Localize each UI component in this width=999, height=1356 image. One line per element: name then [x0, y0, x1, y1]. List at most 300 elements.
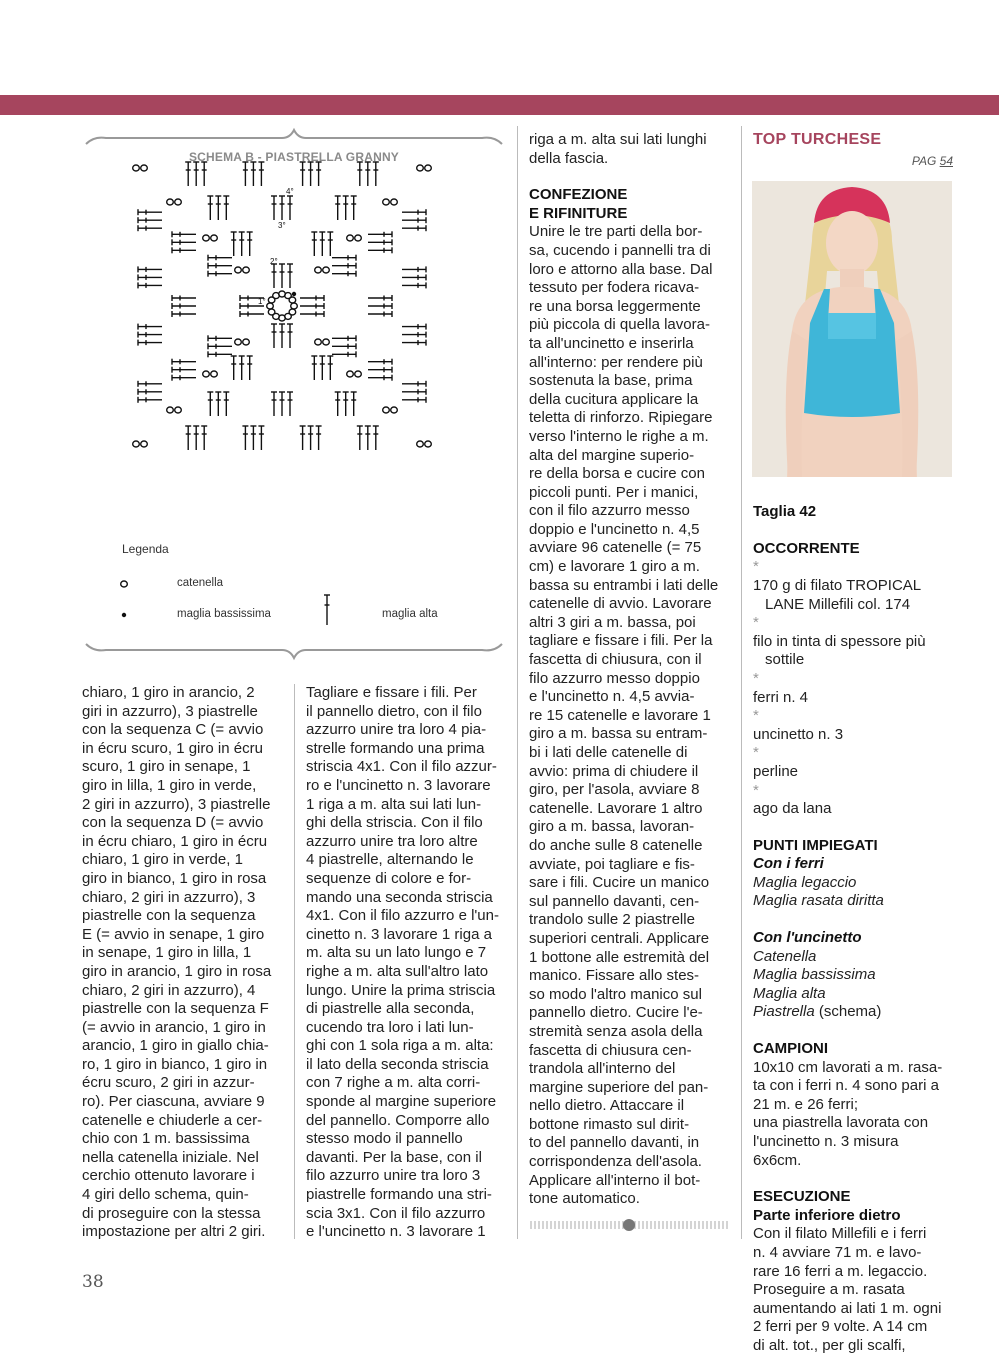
text-line: impostazione per altri 2 giri.	[82, 1223, 266, 1241]
granny-square-chart	[82, 126, 506, 661]
material-item: * uncinetto n. 3	[753, 707, 844, 743]
chain-symbol	[243, 267, 250, 273]
chain-symbol	[355, 371, 362, 377]
text-line: piastrelle formando una stri-	[306, 1186, 492, 1204]
chain-symbol	[355, 235, 362, 241]
text-line: con la sequenza D (= avvio	[82, 814, 264, 832]
frame-bottom	[86, 644, 502, 658]
project-title: TOP TURCHESE	[753, 131, 882, 148]
dc-symbol	[402, 340, 426, 346]
chain-symbol	[133, 441, 140, 447]
legend-chain-label: catenella	[177, 577, 224, 589]
text-line: del pannello. Comporre allo	[306, 1111, 490, 1129]
text-line: ro). Per ciascuna, avviare 9	[82, 1093, 265, 1111]
text-line: alta del margine superio-	[529, 446, 695, 464]
dc-symbol	[373, 162, 379, 186]
text-line: 2 giri in azzurro), 3 piastrelle	[82, 795, 271, 813]
text-line: tone automatico.	[529, 1190, 640, 1208]
text-line: di proseguire con la stessa	[82, 1204, 261, 1222]
text-line: cucendo tra loro i lati lun-	[306, 1018, 474, 1036]
dc-symbol	[138, 266, 162, 272]
dc-symbol	[300, 426, 306, 450]
material-item: * ago da lana	[753, 781, 832, 818]
dc-symbol	[138, 340, 162, 346]
text-line: più piccola di quella lavora-	[529, 316, 710, 334]
dc-symbol	[357, 162, 363, 186]
dc-symbol	[300, 295, 324, 301]
dc-symbol	[343, 392, 349, 416]
text-line: avviate, poi tagliare e fis-	[529, 855, 695, 873]
column-divider	[294, 684, 295, 1239]
chain-symbol	[391, 199, 398, 205]
section-heading-occorrente: OCCORRENTE	[753, 539, 860, 557]
text-line: bi i lati delle catenelle di	[529, 744, 688, 761]
text-line: 1 bottone alle estremità del	[529, 948, 710, 966]
text-line: tessuto per fodera ricava-	[529, 279, 700, 297]
text-line: il pannello dietro, con il filo	[306, 702, 482, 720]
chain-symbol	[175, 199, 182, 205]
material-item: * filo in tinta di spessore più	[753, 614, 926, 650]
chain-symbol	[203, 235, 210, 241]
dc-symbol	[335, 392, 341, 416]
chain-symbol	[167, 199, 174, 205]
schema-diagram	[82, 126, 506, 661]
dc-symbol	[332, 343, 356, 349]
page-reference-number: 54	[939, 153, 953, 168]
dc-symbol	[332, 335, 356, 341]
text-line: giri in azzurro), 3 piastrelle	[82, 702, 258, 720]
chain-symbol	[203, 371, 210, 377]
dc-symbol	[368, 239, 392, 245]
dc-symbol	[402, 332, 426, 338]
chain-symbol	[133, 165, 140, 171]
text-line: Unire le tre parti della bor-	[529, 223, 703, 241]
dc-symbol	[308, 426, 314, 450]
dc-symbol	[239, 232, 245, 256]
text-line: in senape, 1 giro in lilla, 1	[82, 944, 252, 962]
text-line: e l'uncinetto n. 3 lavorare 1	[306, 1223, 486, 1241]
dc-symbol	[279, 196, 285, 220]
dc-symbol	[172, 239, 196, 245]
dc-symbol	[368, 247, 392, 253]
dc-symbol	[316, 426, 322, 450]
text-line: filo azzurro unire tra loro 3	[306, 1167, 481, 1185]
dc-symbol	[402, 324, 426, 330]
dc-symbol	[279, 264, 285, 288]
slip-symbol	[292, 292, 296, 296]
text-line: piastrelle con la sequenza F	[82, 1000, 269, 1018]
chain-symbol	[243, 339, 250, 345]
dc-symbol	[368, 367, 392, 373]
dc-symbol	[242, 162, 248, 186]
text-line: Maglia bassissima	[753, 966, 876, 984]
text-line: lungo. Unire la prima striscia	[306, 981, 496, 999]
text-line: catenelle e chiuderle a cer-	[82, 1111, 263, 1129]
dc-symbol	[207, 196, 213, 220]
legend-title: Legenda	[122, 542, 169, 556]
text-line: righe a m. alta sull'altro lato	[306, 962, 489, 980]
dc-symbol	[373, 426, 379, 450]
dc-symbol	[138, 397, 162, 403]
dc-symbol	[239, 356, 245, 380]
dc-symbol	[402, 397, 426, 403]
text-line: (= avvio in arancio, 1 giro in	[82, 1018, 266, 1036]
text-line: giro in arancio, 1 giro in rosa	[82, 962, 272, 980]
text-line: 4 piastrelle, alternando le	[306, 851, 474, 869]
chain-symbol	[383, 199, 390, 205]
dc-symbol	[279, 392, 285, 416]
text-line: sostenuta la base, prima	[529, 372, 693, 390]
text-line: il lato della seconda striscia	[306, 1055, 489, 1073]
text-line: Tagliare e fissare i fili. Per	[306, 684, 477, 701]
text-line: in écru scuro, 1 giro in écru	[82, 739, 263, 757]
text-line: stesso modo il pannello	[306, 1130, 463, 1148]
dc-symbol	[247, 356, 253, 380]
text-line: della fascia.	[529, 149, 609, 167]
dc-symbol	[365, 426, 371, 450]
text-line: stremità senza asola della	[529, 1022, 703, 1040]
text-line: giro in bianco, 1 giro in rosa	[82, 869, 267, 887]
text-line: re 15 catenelle e lavorare 1	[529, 706, 711, 724]
dc-symbol	[250, 426, 256, 450]
dc-symbol	[193, 426, 199, 450]
dc-symbol	[172, 359, 196, 365]
schema-title: SCHEMA B - PIASTRELLA GRANNY	[188, 150, 400, 164]
text-line: n. 4 avviare 71 m. e lavo-	[753, 1243, 922, 1261]
text-line: ta con i ferri n. 4 sono pari a	[753, 1077, 939, 1095]
text-line: della cucitura applicare la	[529, 390, 699, 408]
text-line: 1 riga a m. alta sui lati lun-	[306, 795, 482, 813]
text-line: giro in lilla, 1 giro in verde,	[82, 776, 257, 794]
dc-symbol	[240, 311, 264, 317]
dc-symbol	[193, 162, 199, 186]
dc-symbol	[324, 595, 330, 625]
text-line: chiaro, 1 giro in verde, 1	[82, 851, 243, 869]
chain-symbol	[167, 407, 174, 413]
dc-symbol	[357, 426, 363, 450]
text-line: Maglia rasata diritta	[753, 892, 884, 910]
text-line: ghi con 1 sola riga a m. alta:	[306, 1037, 494, 1055]
text-line: scuro, 1 giro in senape, 1	[82, 758, 251, 776]
text-line: fascetta di chiusura, con il	[529, 651, 702, 669]
dc-symbol	[138, 225, 162, 231]
text-line: sequenze di colore e for-	[306, 869, 472, 887]
page-number: 38	[82, 1272, 104, 1292]
dc-symbol	[327, 356, 333, 380]
material-item: * 170 g di filato TROPICAL	[753, 558, 922, 594]
chain-symbol	[211, 371, 218, 377]
dc-symbol	[402, 266, 426, 272]
chain-symbol	[175, 407, 182, 413]
model-photo	[752, 181, 952, 477]
text-line: nello dietro. Attaccare il	[529, 1097, 685, 1115]
text-line: to del pannello davanti, in	[529, 1134, 700, 1152]
dc-symbol	[185, 426, 191, 450]
text-line: Catenella	[753, 947, 817, 965]
dc-symbol	[402, 389, 426, 395]
dc-symbol	[215, 392, 221, 416]
text-line: Proseguire a m. rasata	[753, 1281, 905, 1299]
dc-symbol	[185, 162, 191, 186]
text-line: doppio e l'uncinetto n. 4,5	[529, 520, 700, 538]
dc-symbol	[172, 303, 196, 309]
chain-symbol	[141, 441, 148, 447]
text-line: corrispondenza dell'asola.	[529, 1153, 702, 1171]
text-line: teletta di rinforzo. Ripiegare	[529, 409, 713, 427]
dc-symbol	[208, 335, 232, 341]
text-line: aumentando ai lati 1 m. ogni	[753, 1299, 942, 1317]
dc-symbol	[231, 232, 237, 256]
text-line: piastrelle con la sequenza	[82, 907, 256, 925]
dc-symbol	[258, 162, 264, 186]
text-line: 6x6cm.	[753, 1151, 802, 1169]
legend-slip-symbol	[122, 613, 126, 617]
chain-symbol	[315, 339, 322, 345]
text-line: giro a m. bassa, lavoran-	[529, 818, 695, 836]
text-line: trandolo sulle 2 piastrelle	[529, 911, 695, 929]
dc-symbol	[242, 426, 248, 450]
dc-symbol	[138, 381, 162, 387]
text-line: piccoli punti. Per i manici,	[529, 483, 699, 501]
dc-symbol	[402, 209, 426, 215]
dc-symbol	[201, 426, 207, 450]
dc-symbol	[402, 274, 426, 280]
dc-symbol	[271, 196, 277, 220]
decorative-divider	[529, 1218, 729, 1232]
stitch-item: Piastrella (schema)	[753, 1003, 882, 1021]
text-line: arancio, 1 giro in giallo chia-	[82, 1037, 269, 1055]
chain-symbol	[347, 371, 354, 377]
subheading-parte-inferiore: Parte inferiore dietro	[753, 1206, 901, 1224]
text-line: riga a m. alta sui lati lunghi	[529, 131, 707, 148]
dc-symbol	[335, 196, 341, 220]
dc-symbol	[138, 217, 162, 223]
text-line: e l'uncinetto n. 4,5 avvia-	[529, 688, 695, 706]
text-line: nella catenella iniziale. Nel	[82, 1148, 259, 1166]
top-color-bar	[0, 95, 999, 115]
text-line: ro e l'uncinetto n. 3 lavorare	[306, 776, 491, 794]
text-line: sponde al margine superiore	[306, 1093, 497, 1111]
dc-symbol	[208, 271, 232, 277]
text-line: in écru chiaro, 1 giro in écru	[82, 832, 268, 850]
round-label: 3°	[278, 221, 286, 230]
text-line: 21 m. e 26 ferri;	[753, 1095, 859, 1113]
dc-symbol	[402, 225, 426, 231]
text-line: bottone rimasto sul dirit-	[529, 1115, 690, 1133]
text-line: con il filo azzurro messo	[529, 502, 690, 520]
text-line: écru scuro, 2 giri in azzur-	[82, 1074, 255, 1092]
text-line: E (= avvio in senape, 1 giro	[82, 925, 265, 943]
dc-symbol	[138, 282, 162, 288]
chain-symbol	[268, 309, 275, 315]
dc-symbol	[368, 375, 392, 381]
dc-symbol	[172, 375, 196, 381]
text-line: l'uncinetto n. 3 misura	[753, 1133, 899, 1150]
dc-symbol	[368, 359, 392, 365]
text-line: con 7 righe a m. alta corri-	[306, 1074, 481, 1092]
dc-symbol	[172, 247, 196, 253]
text-line: chiaro, 1 giro in arancio, 2	[82, 684, 255, 701]
dc-symbol	[207, 392, 213, 416]
dc-symbol	[316, 162, 322, 186]
dc-symbol	[311, 356, 317, 380]
text-line: re della borsa e cucire con	[529, 465, 705, 483]
dc-symbol	[332, 271, 356, 277]
section-heading-confezione: CONFEZIONE	[529, 186, 628, 204]
dc-symbol	[402, 217, 426, 223]
dc-symbol	[368, 295, 392, 301]
dc-symbol	[287, 196, 293, 220]
dc-symbol	[138, 209, 162, 215]
text-line: fascetta di chiusura cen-	[529, 1041, 692, 1059]
text-line: rare 16 ferri a m. legaccio.	[753, 1262, 928, 1280]
text-line: cinetto n. 3 lavorare 1 riga a	[306, 925, 492, 943]
dc-symbol	[368, 231, 392, 237]
text-line: 4 giri dello schema, quin-	[82, 1186, 249, 1204]
dc-symbol	[368, 303, 392, 309]
text-line: avvio: prima di chiudere il	[529, 762, 699, 780]
chain-symbol	[235, 267, 242, 273]
text-line: striscia 4x1. Con il filo azzur-	[306, 758, 497, 776]
dc-symbol	[332, 351, 356, 357]
dc-symbol	[208, 255, 232, 261]
column-divider	[517, 126, 518, 1239]
material-item: sottile	[765, 651, 805, 669]
chain-symbol	[141, 165, 148, 171]
chain-symbol	[425, 441, 432, 447]
dc-symbol	[271, 264, 277, 288]
dc-symbol	[223, 392, 229, 416]
dc-symbol	[332, 263, 356, 269]
text-line: altri 3 giri a m. bassa, poi	[529, 613, 696, 631]
chain-symbol	[235, 339, 242, 345]
material-item: LANE Millefili col. 174	[765, 595, 911, 613]
text-line: giro, per l'asola, avviare 8	[529, 781, 700, 799]
round-label: 1°	[258, 297, 266, 306]
dc-symbol	[402, 282, 426, 288]
text-line: 4x1. Con il filo azzurro e l'un-	[306, 907, 499, 925]
text-line: tagliare e fissare i fili. Per la	[529, 632, 713, 650]
text-line: strelle formando una prima	[306, 739, 485, 757]
text-line: catenelle. Lavorare 1 altro	[529, 799, 703, 817]
dc-symbol	[300, 311, 324, 317]
chain-symbol	[391, 407, 398, 413]
text-column-1	[82, 684, 284, 1242]
material-item: * perline	[753, 744, 799, 780]
text-line: filo azzurro messo doppio	[529, 669, 700, 687]
dc-symbol	[271, 324, 277, 348]
dc-symbol	[172, 231, 196, 237]
section-heading-esecuzione: ESECUZIONE	[753, 1188, 851, 1206]
text-line: pannello dietro. Cucire l'e-	[529, 1004, 703, 1022]
text-line: re una borsa leggermente	[529, 297, 701, 315]
dc-symbol	[343, 196, 349, 220]
text-line: Maglia legaccio	[753, 873, 857, 891]
subheading-uncinetto: Con l'uncinetto	[753, 929, 862, 947]
dc-symbol	[172, 295, 196, 301]
dc-symbol	[332, 255, 356, 261]
column-divider	[741, 126, 742, 1239]
chain-symbol	[267, 303, 274, 309]
dc-symbol	[402, 381, 426, 387]
dc-symbol	[138, 274, 162, 280]
text-line: sul pannello davanti, cen-	[529, 892, 700, 910]
text-line: scia 3x1. Con il filo azzurro	[306, 1204, 486, 1222]
legend-slip-label: maglia bassissima	[177, 608, 271, 620]
chain-symbol	[323, 267, 330, 273]
subheading-ferri: Con i ferri	[753, 855, 824, 873]
text-line: Con il filato Millefili e i ferri	[753, 1225, 927, 1243]
text-line: manico. Fissare allo stes-	[529, 967, 700, 985]
chain-symbol	[291, 303, 298, 309]
chain-symbol	[383, 407, 390, 413]
chain-symbol	[211, 235, 218, 241]
text-line: superiori centrali. Applicare	[529, 929, 710, 947]
dc-symbol	[319, 356, 325, 380]
dc-symbol	[287, 392, 293, 416]
text-line: chiaro, 2 giri in azzurro), 4	[82, 981, 256, 999]
page-reference-label: PAG	[911, 153, 937, 168]
section-heading-campioni: CAMPIONI	[753, 1040, 828, 1058]
text-line: davanti. Per la base, con il	[306, 1148, 482, 1166]
text-line: catenelle di avvio. Lavorare	[529, 595, 712, 613]
text-line: di piastrelle alla seconda,	[306, 1000, 475, 1018]
dc-symbol	[300, 162, 306, 186]
dc-symbol	[208, 351, 232, 357]
text-line: Maglia alta	[753, 984, 826, 1002]
round-label: 2°	[270, 257, 278, 266]
legend-dc-label: maglia alta	[382, 608, 438, 620]
dc-symbol	[351, 392, 357, 416]
chain-symbol	[289, 297, 296, 303]
text-line: cm) e lavorare 1 giro a m.	[529, 558, 700, 576]
text-line: una piastrella lavorata con	[753, 1114, 929, 1132]
chain-symbol	[417, 165, 424, 171]
text-line: Applicare all'interno il bot-	[529, 1171, 701, 1189]
chain-symbol	[425, 165, 432, 171]
dc-symbol	[172, 311, 196, 317]
dc-symbol	[223, 196, 229, 220]
text-line: chiaro, 2 giri in azzurro), 3	[82, 888, 256, 906]
dc-symbol	[365, 162, 371, 186]
text-line: sare i fili. Cucire un manico	[529, 874, 710, 892]
dc-symbol	[208, 343, 232, 349]
dc-symbol	[138, 324, 162, 330]
dc-symbol	[215, 196, 221, 220]
chain-symbol	[417, 441, 424, 447]
text-line: do anche sulle 8 catenelle	[529, 836, 703, 854]
text-line: verso l'interno le righe a m.	[529, 427, 709, 445]
dc-symbol	[138, 332, 162, 338]
text-line: azzurro unire tra loro altre	[306, 832, 478, 850]
frame-top	[86, 130, 502, 144]
chain-symbol	[323, 339, 330, 345]
page-reference	[753, 152, 953, 171]
text-line: ro, 1 giro in bianco, 1 giro in	[82, 1055, 268, 1073]
dc-symbol	[258, 426, 264, 450]
chain-symbol	[315, 267, 322, 273]
text-line: m. alta su un lato lungo e 7	[306, 944, 487, 962]
dc-symbol	[271, 392, 277, 416]
dc-symbol	[300, 303, 324, 309]
text-line: cerchio ottenuto lavorare i	[82, 1167, 255, 1185]
chain-symbol	[121, 581, 128, 587]
dc-symbol	[247, 232, 253, 256]
dc-symbol	[279, 324, 285, 348]
size-label: Taglia 42	[753, 503, 817, 521]
material-item: * ferri n. 4	[753, 669, 809, 706]
text-line: bassa su entrambi i lati delle	[529, 576, 719, 594]
